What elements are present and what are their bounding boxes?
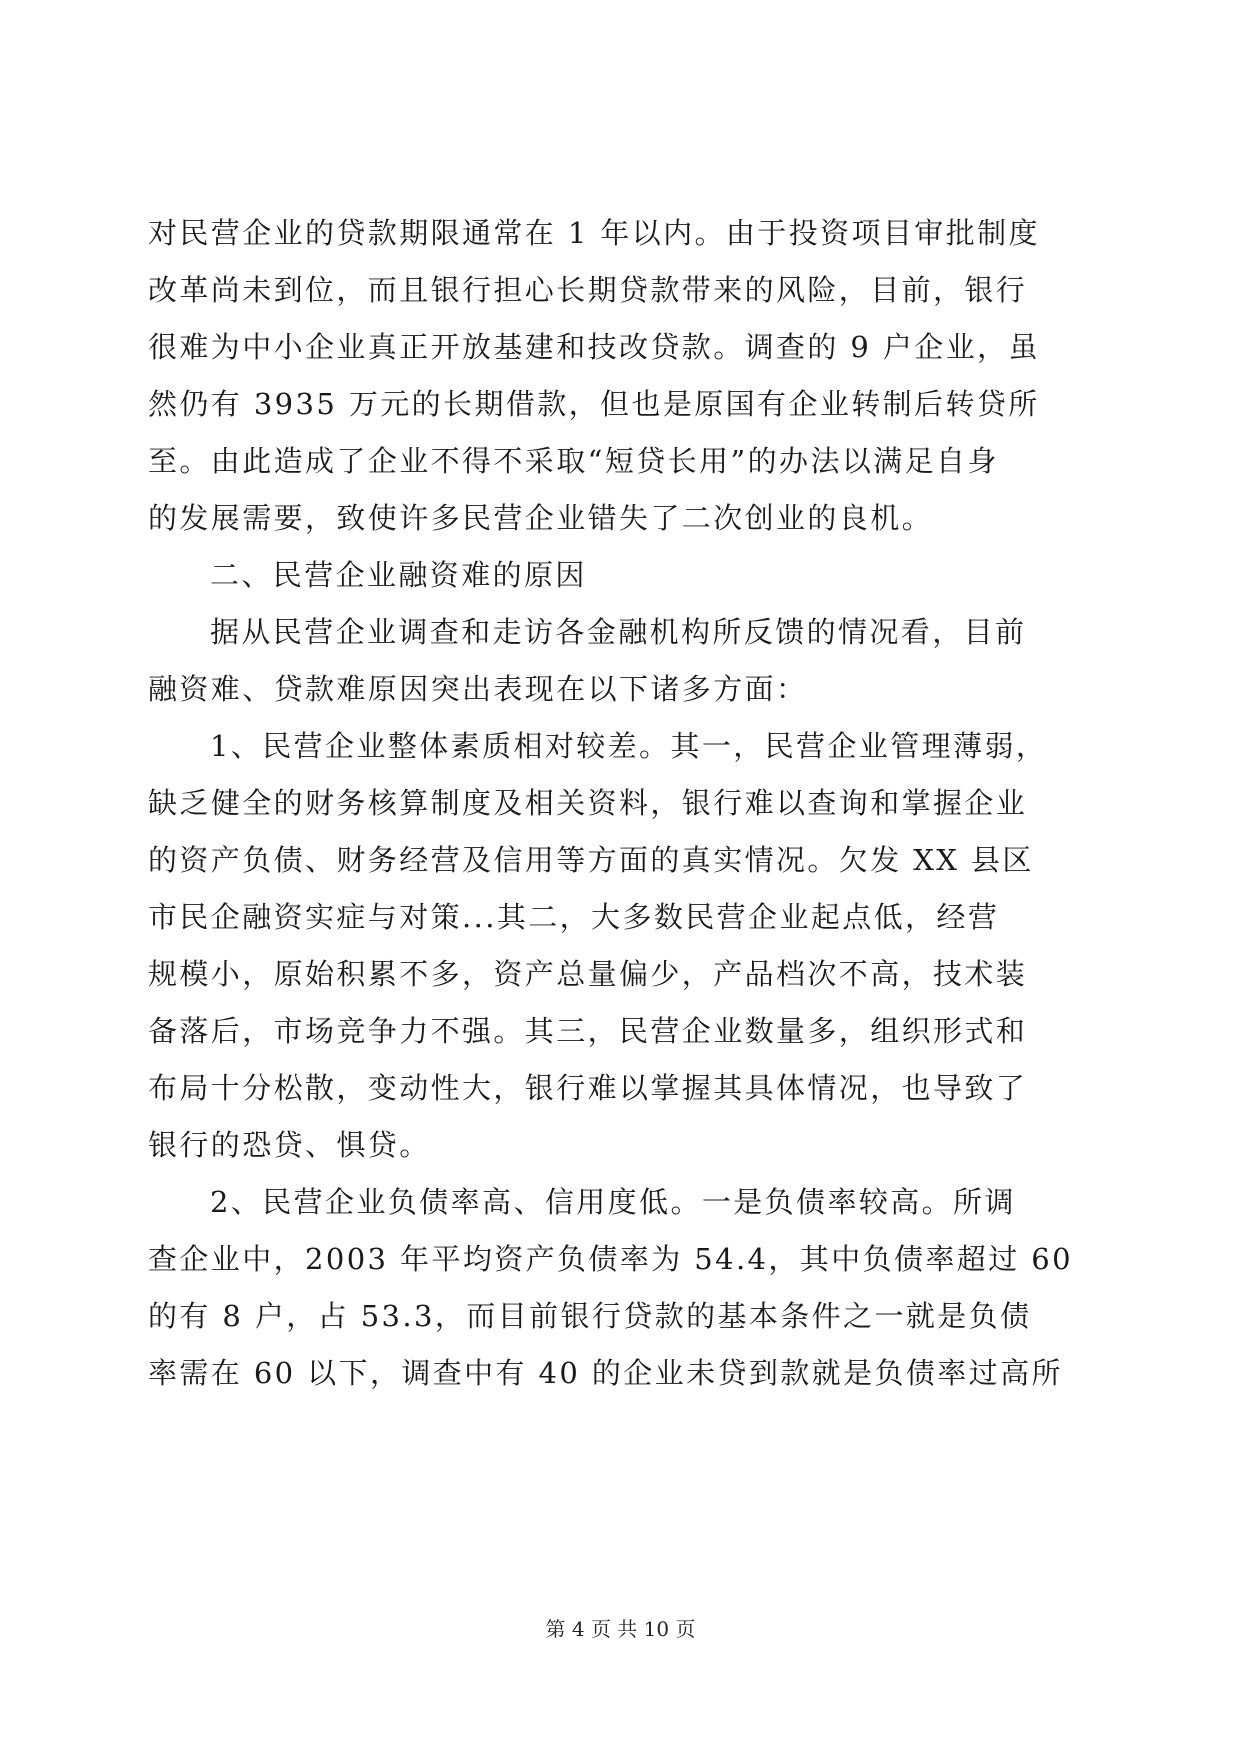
text-line: 查企业中，2003 年平均资产负债率为 54.4，其中负债率超过 60 — [148, 1242, 1073, 1276]
text-line: 融资难、贷款难原因突出表现在以下诸多方面： — [148, 672, 808, 706]
text-line: 市民企融资实症与对策...其二，大多数民营企业起点低，经营 — [148, 900, 1000, 934]
text-line: 1、民营企业整体素质相对较差。其一，民营企业管理薄弱， — [210, 729, 1048, 763]
text-line: 对民营企业的贷款期限通常在 1 年以内。由于投资项目审批制度 — [148, 216, 1040, 250]
text-line: 至。由此造成了企业不得不采取“短贷长用”的办法以满足自身 — [148, 444, 999, 478]
text-line: 2、民营企业负债率高、信用度低。一是负债率较高。所调 — [210, 1185, 1016, 1219]
text-line: 改革尚未到位，而且银行担心长期贷款带来的风险，目前，银行 — [148, 273, 1028, 307]
text-line: 然仍有 3935 万元的长期借款，但也是原国有企业转制后转贷所 — [148, 387, 1040, 421]
text-line: 规模小，原始积累不多，资产总量偏少，产品档次不高，技术装 — [148, 957, 1028, 991]
text-line: 布局十分松散，变动性大，银行难以掌握其具体情况，也导致了 — [148, 1071, 1028, 1105]
section-heading: 二、民营企业融资难的原因 — [210, 558, 587, 592]
text-line: 的发展需要，致使许多民营企业错失了二次创业的良机。 — [148, 501, 934, 535]
text-line: 很难为中小企业真正开放基建和技改贷款。调查的 9 户企业，虽 — [148, 330, 1040, 364]
text-line: 率需在 60 以下，调查中有 40 的企业未贷到款就是负债率过高所 — [148, 1356, 1063, 1390]
page-number: 第 4 页 共 10 页 — [545, 1617, 696, 1641]
text-line: 银行的恐贷、惧贷。 — [148, 1128, 431, 1162]
text-line: 的有 8 户，占 53.3，而目前银行贷款的基本条件之一就是负债 — [148, 1299, 1032, 1333]
text-line: 备落后，市场竞争力不强。其三，民营企业数量多，组织形式和 — [148, 1014, 1028, 1048]
text-line: 缺乏健全的财务核算制度及相关资料，银行难以查询和掌握企业 — [148, 786, 1028, 820]
text-line: 据从民营企业调查和走访各金融机构所反馈的情况看，目前 — [210, 615, 1027, 649]
text-line: 的资产负债、财务经营及信用等方面的真实情况。欠发 XX 县区 — [148, 843, 1034, 877]
